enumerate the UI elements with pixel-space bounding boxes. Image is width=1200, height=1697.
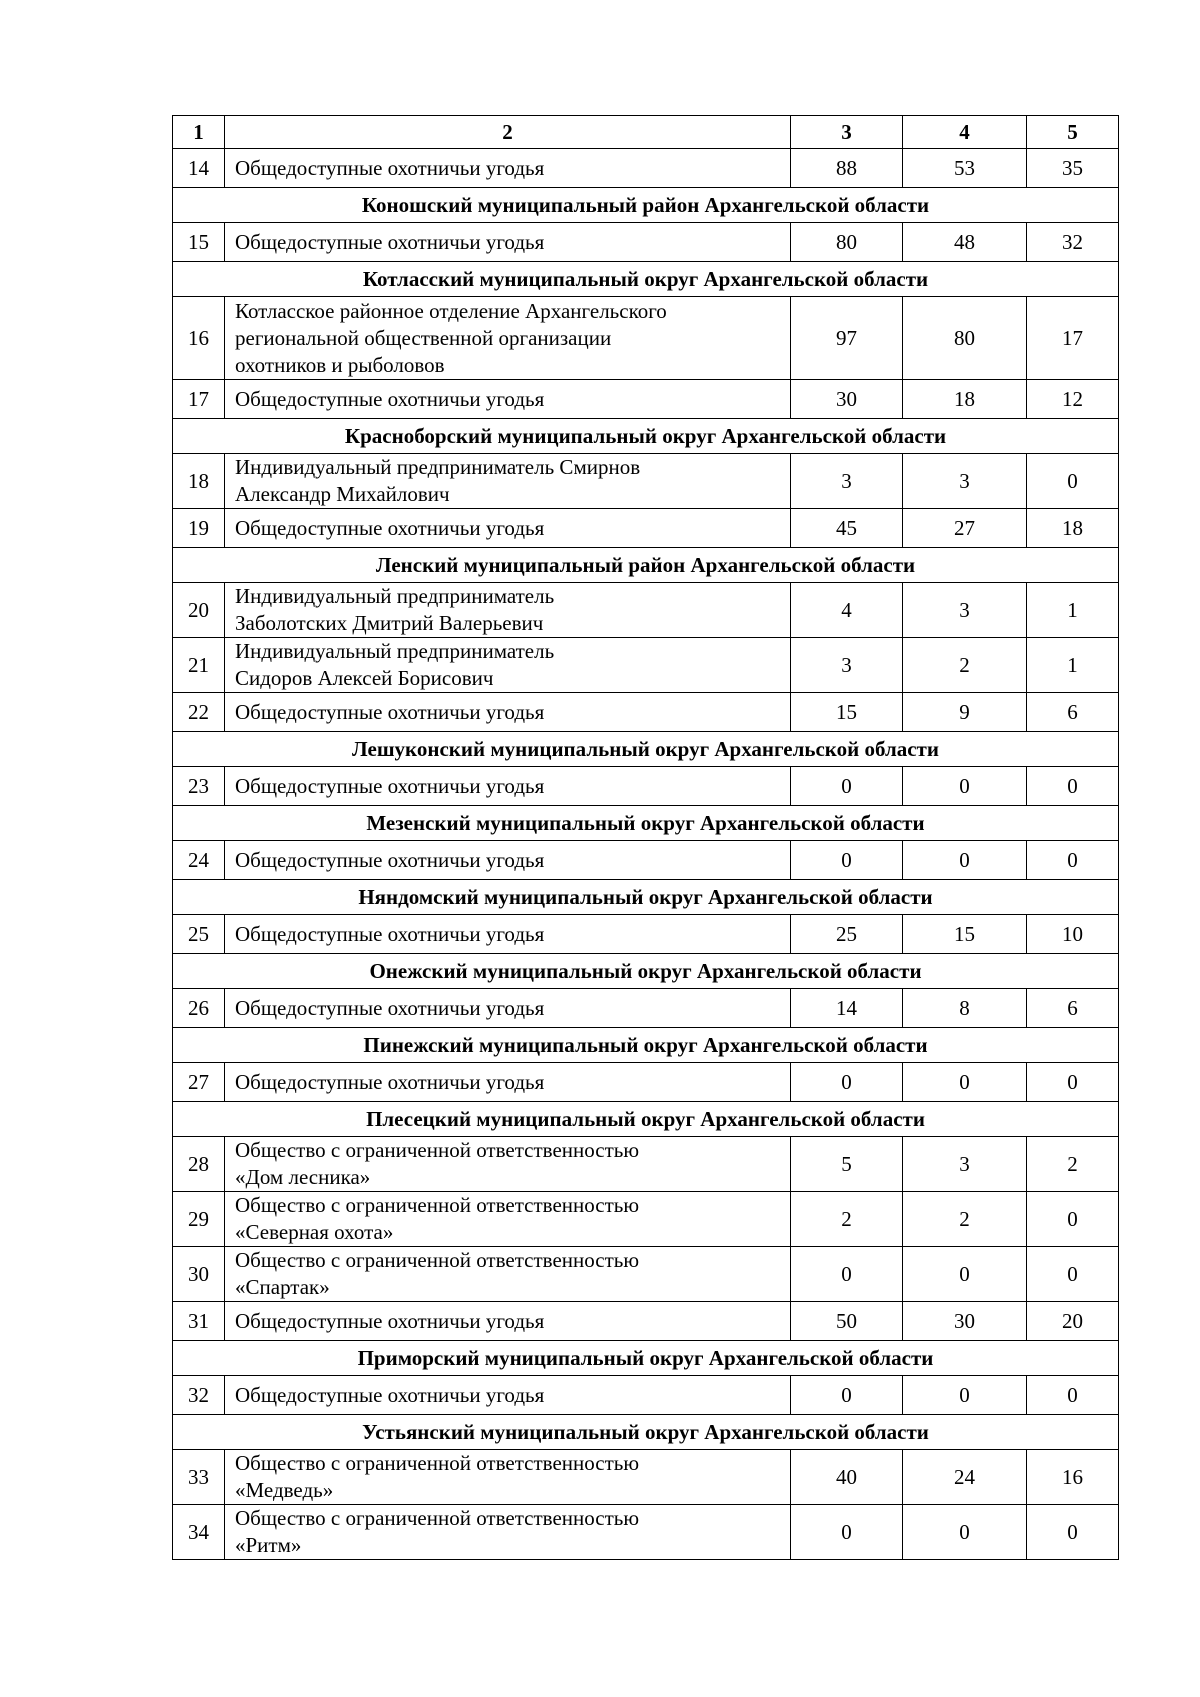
row-name-line: Общедоступные охотничьи угодья <box>235 699 545 724</box>
row-name-line: Общедоступные охотничьи угодья <box>235 1308 545 1333</box>
section-title: Онежский муниципальный округ Архангельской области <box>173 954 1119 989</box>
section-row <box>173 262 1119 297</box>
value-col-3: 25 <box>791 915 903 954</box>
value-col-4: 30 <box>903 1302 1027 1341</box>
table-row <box>173 989 1119 1028</box>
row-name <box>225 638 791 693</box>
row-number: 32 <box>173 1376 225 1415</box>
row-number: 16 <box>173 297 225 380</box>
section-title: Коношский муниципальный район Архангельской области <box>173 188 1119 223</box>
value-col-3: 0 <box>791 767 903 806</box>
row-number: 23 <box>173 767 225 806</box>
value-col-4: 15 <box>903 915 1027 954</box>
value-col-4: 0 <box>903 1247 1027 1302</box>
header-col-5: 5 <box>1027 116 1119 149</box>
row-name-line: Общедоступные охотничьи угодья <box>235 995 545 1020</box>
value-col-3: 88 <box>791 149 903 188</box>
table-row <box>173 1063 1119 1102</box>
row-name <box>225 1376 791 1415</box>
value-col-4: 2 <box>903 1192 1027 1247</box>
section-title: Няндомский муниципальный округ Архангельской области <box>173 880 1119 915</box>
value-col-3: 97 <box>791 297 903 380</box>
table-row <box>173 1450 1119 1505</box>
row-number: 19 <box>173 509 225 548</box>
row-name-line: Котласское районное отделение Архангельского <box>235 298 667 323</box>
table-row <box>173 915 1119 954</box>
row-name-line: «Медведь» <box>235 1478 334 1502</box>
row-name-line: Общедоступные охотничьи угодья <box>235 155 545 180</box>
value-col-5: 18 <box>1027 509 1119 548</box>
value-col-5: 1 <box>1027 583 1119 638</box>
header-col-4: 4 <box>903 116 1027 149</box>
row-name-line: Общедоступные охотничьи угодья <box>235 386 545 411</box>
row-number: 27 <box>173 1063 225 1102</box>
row-number: 24 <box>173 841 225 880</box>
row-name-line: Общедоступные охотничьи угодья <box>235 773 545 798</box>
row-name-line: охотников и рыболовов <box>235 352 445 377</box>
section-row <box>173 419 1119 454</box>
row-name <box>225 915 791 954</box>
section-title: Мезенский муниципальный округ Архангельской области <box>173 806 1119 841</box>
row-name-line: Сидоров Алексей Борисович <box>235 666 494 690</box>
row-number: 33 <box>173 1450 225 1505</box>
row-name-line: «Ритм» <box>235 1533 302 1557</box>
row-number: 17 <box>173 380 225 419</box>
row-number: 26 <box>173 989 225 1028</box>
table-row <box>173 1505 1119 1560</box>
value-col-5: 0 <box>1027 454 1119 509</box>
section-title: Устьянский муниципальный округ Архангельской области <box>173 1415 1119 1450</box>
table-row <box>173 1247 1119 1302</box>
table-row <box>173 767 1119 806</box>
section-row <box>173 732 1119 767</box>
table-row <box>173 509 1119 548</box>
value-col-5: 6 <box>1027 693 1119 732</box>
row-name <box>225 1302 791 1341</box>
row-name-line: Индивидуальный предприниматель <box>235 639 555 663</box>
value-col-4: 0 <box>903 767 1027 806</box>
value-col-3: 4 <box>791 583 903 638</box>
value-col-4: 80 <box>903 297 1027 380</box>
row-name-line: Общедоступные охотничьи угодья <box>235 921 545 946</box>
row-name-line: Заболотских Дмитрий Валерьевич <box>235 611 544 635</box>
row-name <box>225 509 791 548</box>
value-col-3: 3 <box>791 454 903 509</box>
row-name-line: Общедоступные охотничьи угодья <box>235 1382 545 1407</box>
row-number: 29 <box>173 1192 225 1247</box>
value-col-4: 0 <box>903 841 1027 880</box>
value-col-3: 0 <box>791 1247 903 1302</box>
row-name-line: Общество с ограниченной ответственностью <box>235 1451 640 1475</box>
row-number: 15 <box>173 223 225 262</box>
row-number: 14 <box>173 149 225 188</box>
table-row <box>173 638 1119 693</box>
value-col-4: 53 <box>903 149 1027 188</box>
value-col-3: 0 <box>791 1063 903 1102</box>
value-col-4: 3 <box>903 1137 1027 1192</box>
section-row <box>173 954 1119 989</box>
row-name-line: Александр Михайлович <box>235 482 450 506</box>
header-col-2: 2 <box>225 116 791 149</box>
row-name <box>225 1505 791 1560</box>
value-col-5: 16 <box>1027 1450 1119 1505</box>
row-name-line: Общество с ограниченной ответственностью <box>235 1506 640 1530</box>
value-col-3: 0 <box>791 1376 903 1415</box>
section-row <box>173 806 1119 841</box>
row-name-line: Общедоступные охотничьи угодья <box>235 847 545 872</box>
section-title: Лешуконский муниципальный округ Архангельской области <box>173 732 1119 767</box>
row-name <box>225 1137 791 1192</box>
row-name <box>225 380 791 419</box>
row-name-line: «Спартак» <box>235 1275 330 1299</box>
section-title: Приморский муниципальный округ Архангельской области <box>173 1341 1119 1376</box>
value-col-4: 27 <box>903 509 1027 548</box>
table-row <box>173 149 1119 188</box>
row-number: 31 <box>173 1302 225 1341</box>
value-col-4: 24 <box>903 1450 1027 1505</box>
value-col-4: 2 <box>903 638 1027 693</box>
value-col-5: 0 <box>1027 841 1119 880</box>
row-name <box>225 1450 791 1505</box>
header-row <box>173 116 1119 149</box>
section-row <box>173 1028 1119 1063</box>
row-name <box>225 149 791 188</box>
value-col-5: 1 <box>1027 638 1119 693</box>
section-title: Красноборский муниципальный округ Архангельской области <box>173 419 1119 454</box>
value-col-5: 12 <box>1027 380 1119 419</box>
section-row <box>173 1415 1119 1450</box>
value-col-4: 3 <box>903 454 1027 509</box>
value-col-5: 0 <box>1027 767 1119 806</box>
row-name-line: Общедоступные охотничьи угодья <box>235 515 545 540</box>
value-col-3: 80 <box>791 223 903 262</box>
value-col-5: 35 <box>1027 149 1119 188</box>
value-col-5: 0 <box>1027 1505 1119 1560</box>
value-col-4: 9 <box>903 693 1027 732</box>
value-col-3: 15 <box>791 693 903 732</box>
row-name <box>225 223 791 262</box>
row-name-line: Общество с ограниченной ответственностью <box>235 1138 640 1162</box>
table-body <box>173 149 1119 1560</box>
table-row <box>173 1137 1119 1192</box>
section-row <box>173 1102 1119 1137</box>
table-header <box>173 116 1119 149</box>
row-number: 18 <box>173 454 225 509</box>
section-row <box>173 548 1119 583</box>
row-name-line: Общедоступные охотничьи угодья <box>235 229 545 254</box>
value-col-5: 32 <box>1027 223 1119 262</box>
row-name-line: Общество с ограниченной ответственностью <box>235 1248 640 1272</box>
row-name-line: Общество с ограниченной ответственностью <box>235 1193 640 1217</box>
row-number: 21 <box>173 638 225 693</box>
row-name-line: «Северная охота» <box>235 1220 394 1244</box>
value-col-3: 40 <box>791 1450 903 1505</box>
header-col-3: 3 <box>791 116 903 149</box>
table-row <box>173 1302 1119 1341</box>
row-number: 25 <box>173 915 225 954</box>
section-title: Плесецкий муниципальный округ Архангельской области <box>173 1102 1119 1137</box>
value-col-4: 18 <box>903 380 1027 419</box>
section-title: Котласский муниципальный округ Архангельской области <box>173 262 1119 297</box>
row-name <box>225 297 791 380</box>
row-name <box>225 841 791 880</box>
value-col-5: 17 <box>1027 297 1119 380</box>
value-col-4: 3 <box>903 583 1027 638</box>
value-col-5: 0 <box>1027 1247 1119 1302</box>
table-row <box>173 380 1119 419</box>
table-row <box>173 297 1119 380</box>
value-col-3: 14 <box>791 989 903 1028</box>
value-col-4: 48 <box>903 223 1027 262</box>
row-name <box>225 767 791 806</box>
row-number: 22 <box>173 693 225 732</box>
section-title: Пинежский муниципальный округ Архангельской области <box>173 1028 1119 1063</box>
row-name-line: «Дом лесника» <box>235 1165 371 1189</box>
table-row <box>173 841 1119 880</box>
row-number: 20 <box>173 583 225 638</box>
row-name-line: Индивидуальный предприниматель Смирнов <box>235 455 641 479</box>
section-row <box>173 188 1119 223</box>
table-row <box>173 693 1119 732</box>
table-row <box>173 1376 1119 1415</box>
value-col-4: 0 <box>903 1063 1027 1102</box>
value-col-5: 2 <box>1027 1137 1119 1192</box>
value-col-4: 8 <box>903 989 1027 1028</box>
row-name <box>225 989 791 1028</box>
row-number: 30 <box>173 1247 225 1302</box>
value-col-5: 20 <box>1027 1302 1119 1341</box>
row-name-line: Индивидуальный предприниматель <box>235 584 555 608</box>
section-title: Ленский муниципальный район Архангельской области <box>173 548 1119 583</box>
hunting-grounds-table <box>172 115 1119 1560</box>
row-name <box>225 454 791 509</box>
row-name <box>225 693 791 732</box>
table-row <box>173 583 1119 638</box>
value-col-3: 0 <box>791 1505 903 1560</box>
value-col-5: 6 <box>1027 989 1119 1028</box>
row-name-line: региональной общественной организации <box>235 325 612 350</box>
value-col-3: 45 <box>791 509 903 548</box>
value-col-3: 30 <box>791 380 903 419</box>
row-name-line: Общедоступные охотничьи угодья <box>235 1069 545 1094</box>
value-col-3: 2 <box>791 1192 903 1247</box>
row-number: 34 <box>173 1505 225 1560</box>
section-row <box>173 1341 1119 1376</box>
row-number: 28 <box>173 1137 225 1192</box>
value-col-5: 0 <box>1027 1376 1119 1415</box>
table-row <box>173 223 1119 262</box>
row-name <box>225 1063 791 1102</box>
row-name <box>225 1192 791 1247</box>
value-col-5: 0 <box>1027 1192 1119 1247</box>
value-col-5: 0 <box>1027 1063 1119 1102</box>
row-name <box>225 583 791 638</box>
section-row <box>173 880 1119 915</box>
table-row <box>173 1192 1119 1247</box>
value-col-5: 10 <box>1027 915 1119 954</box>
value-col-4: 0 <box>903 1376 1027 1415</box>
header-col-1: 1 <box>173 116 225 149</box>
value-col-4: 0 <box>903 1505 1027 1560</box>
value-col-3: 5 <box>791 1137 903 1192</box>
table-row <box>173 454 1119 509</box>
value-col-3: 50 <box>791 1302 903 1341</box>
value-col-3: 3 <box>791 638 903 693</box>
row-name <box>225 1247 791 1302</box>
value-col-3: 0 <box>791 841 903 880</box>
